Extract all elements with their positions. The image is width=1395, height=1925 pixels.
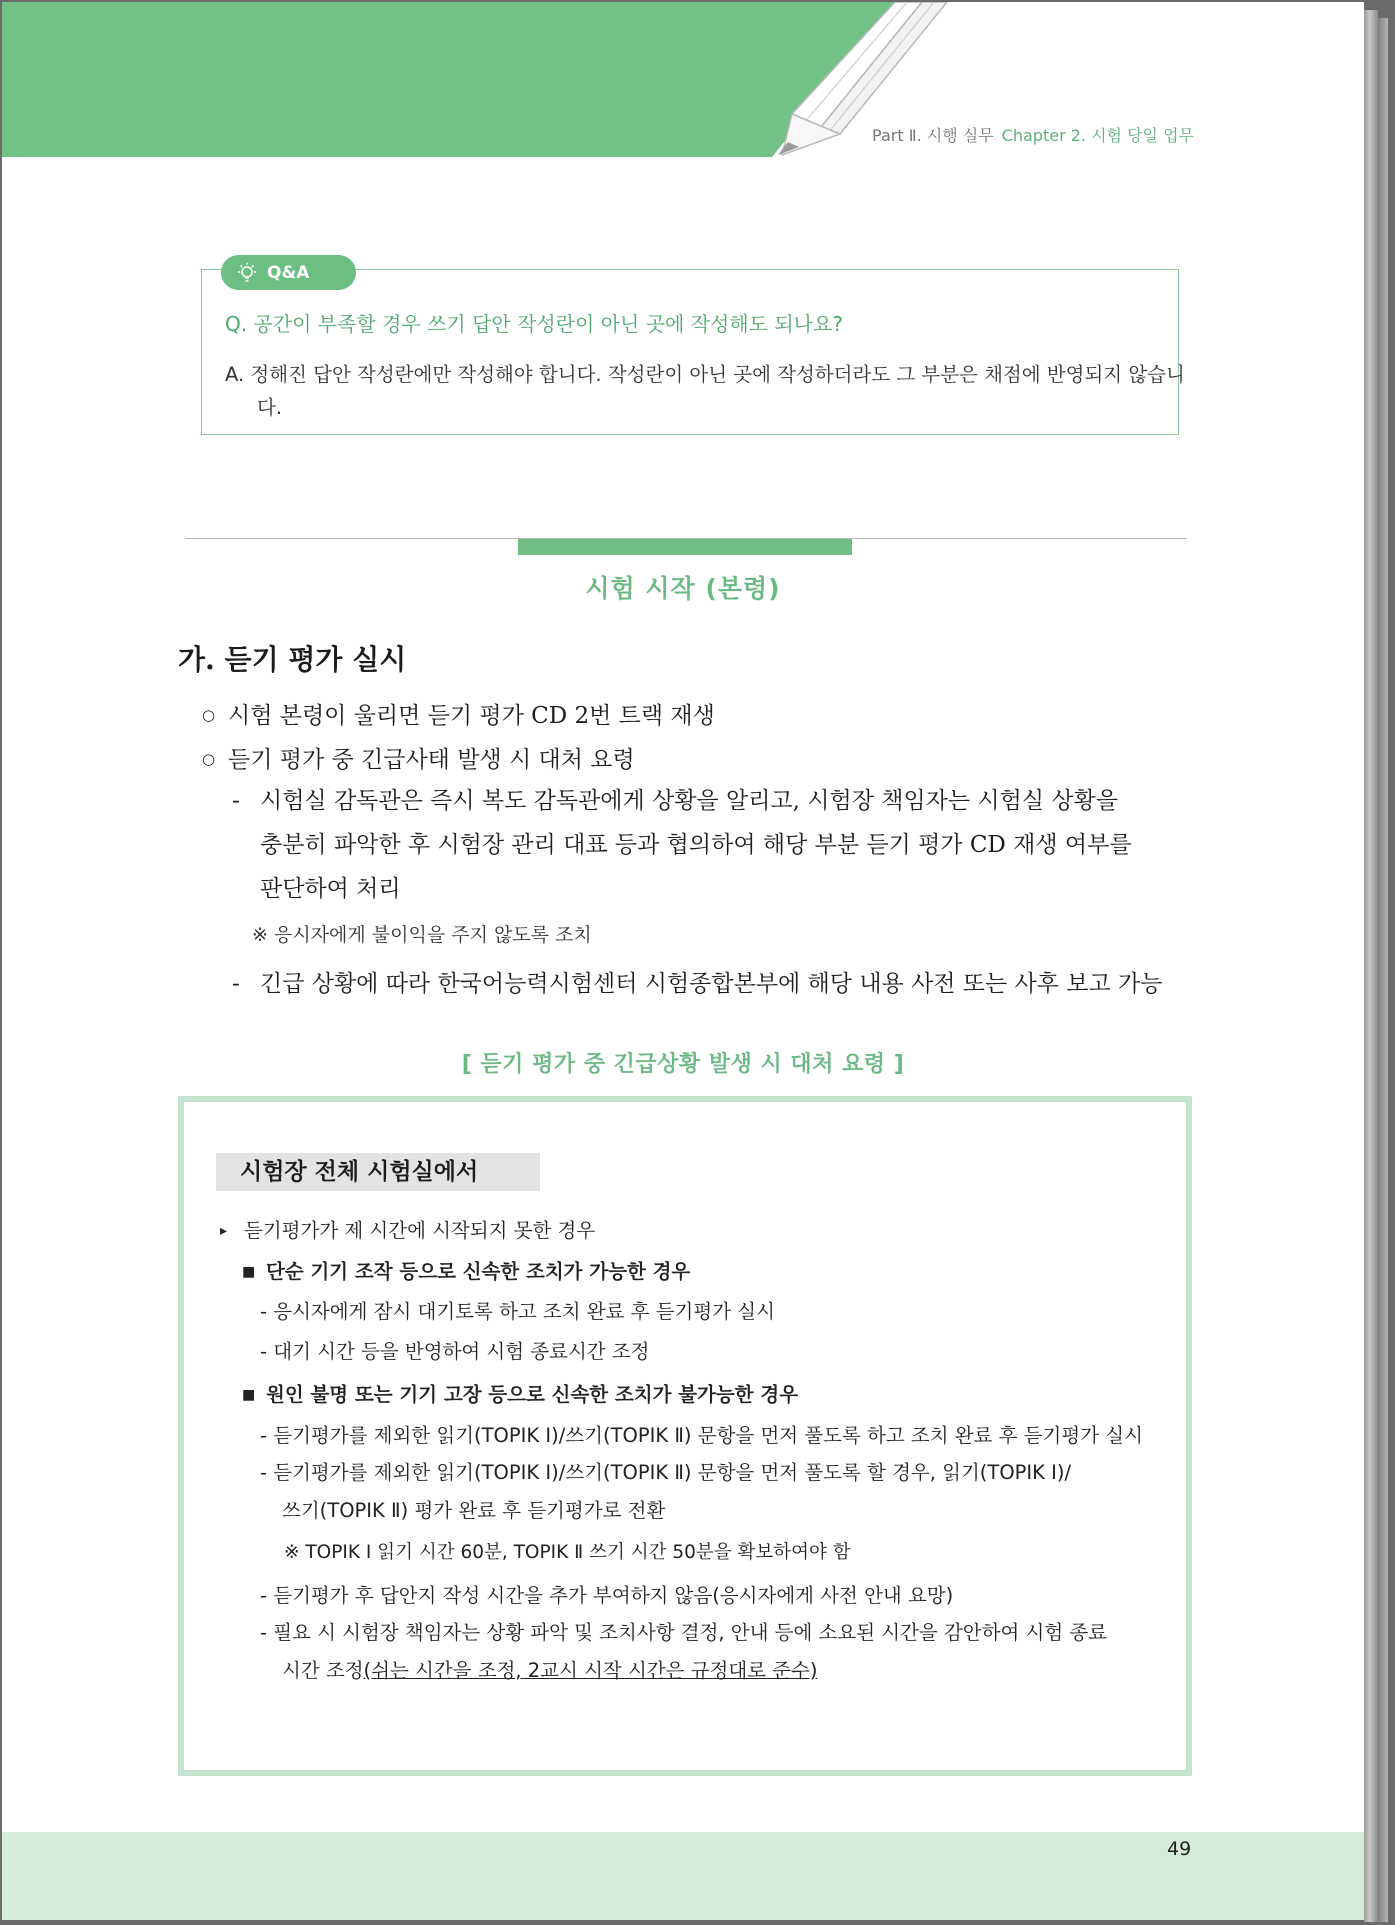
box-dash-text-line: - 필요 시 시험장 책임자는 상황 파악 및 조치사항 결정, 안내 등에 소요된 시간을 감안하여 시험 종료 bbox=[260, 1621, 1108, 1644]
note-text: ※ 응시자에게 불이익을 주지 않도록 조치 bbox=[252, 924, 592, 946]
box-subitem bbox=[242, 1256, 690, 1284]
box-item-text: 듣기평가가 제 시간에 시작되지 못한 경우 bbox=[244, 1219, 596, 1242]
footer-band bbox=[2, 1832, 1364, 1920]
qa-answer-text: A. 정해진 답안 작성란에만 작성해야 합니다. 작성란이 아닌 곳에 작성하더라도 그 부분은 채점에 반영되지 않습니다. bbox=[225, 363, 1185, 419]
running-head-part: Part Ⅱ. 시행 실무 bbox=[872, 126, 994, 145]
box-dash-item bbox=[260, 1336, 650, 1364]
circle-bullet-icon: ○ bbox=[202, 706, 216, 724]
box-note-text: ※ TOPIK Ⅰ 읽기 시간 60분, TOPIK Ⅱ 쓰기 시간 50분을 확보하여야 함 bbox=[284, 1542, 851, 1563]
box-dash-text: - 듣기평가를 제외한 읽기(TOPIK Ⅰ)/쓰기(TOPIK Ⅱ) 문항을 먼저 풀도록 하고 조치 완료 후 듣기평가 실시 bbox=[260, 1424, 1143, 1447]
procedure-box-header: 시험장 전체 시험실에서 bbox=[216, 1153, 540, 1191]
section-title: 시험 시작 (본령) bbox=[585, 574, 781, 603]
dash-text-line: 충분히 파악한 후 시험장 관리 대표 등과 협의하여 해당 부분 듣기 평가 CD 재생 여부를 bbox=[260, 832, 1132, 858]
triangle-bullet-icon: ▸ bbox=[220, 1223, 228, 1239]
page-stack-edge-back bbox=[1378, 18, 1388, 1922]
subsection-heading: 가. 듣기 평가 실시 bbox=[178, 643, 407, 676]
document-page bbox=[2, 2, 1364, 1920]
page-number: 49 bbox=[1167, 1838, 1192, 1860]
box-dash-text: - 대기 시간 등을 반영하여 시험 종료시간 조정 bbox=[260, 1340, 650, 1363]
box-note bbox=[284, 1538, 851, 1564]
qa-badge-label: Q&A bbox=[267, 262, 310, 283]
bullet-item bbox=[202, 697, 715, 730]
dash-item bbox=[232, 779, 1197, 911]
bullet-text: 시험 본령이 울리면 듣기 평가 CD 2번 트랙 재생 bbox=[228, 703, 715, 729]
dash-text-line: 긴급 상황에 따라 한국어능력시험센터 시험종합본부에 해당 내용 사전 또는 사후 보고 가능 bbox=[260, 971, 1163, 997]
bullet-text: 듣기 평가 중 긴급사태 발생 시 대처 요령 bbox=[228, 747, 635, 773]
bullet-item bbox=[202, 741, 635, 774]
qa-badge bbox=[221, 255, 356, 290]
box-dash-text-plain: 시간 조정 bbox=[282, 1659, 364, 1682]
box-dash-text-line: 쓰기(TOPIK Ⅱ) 평가 완료 후 듣기평가로 전환 bbox=[282, 1499, 666, 1522]
box-dash-text: - 듣기평가 후 답안지 작성 시간을 추가 부여하지 않음(응시자에게 사전 안내 요망) bbox=[260, 1584, 954, 1607]
box-dash-item bbox=[260, 1296, 775, 1324]
qa-question: Q. 공간이 부족할 경우 쓰기 답안 작성란이 아닌 곳에 작성해도 되나요? bbox=[225, 312, 843, 336]
dash-text-line: 판단하여 처리 bbox=[260, 876, 401, 902]
section-bar bbox=[518, 539, 852, 555]
running-head-chapter: Chapter 2. 시험 당일 업무 bbox=[1001, 126, 1194, 145]
box-dash-item bbox=[260, 1614, 1190, 1690]
box-dash-text-underlined: (쉬는 시간을 조정, 2교시 시작 시간은 규정대로 준수) bbox=[363, 1659, 818, 1682]
page-stack-edge bbox=[1364, 10, 1378, 1922]
box-subitem-text: 단순 기기 조작 등으로 신속한 조치가 가능한 경우 bbox=[266, 1260, 691, 1283]
dash-text-line: 시험실 감독관은 즉시 복도 감독관에게 상황을 알리고, 시험장 책임자는 시험실 상황을 bbox=[260, 788, 1119, 814]
box-dash-item bbox=[260, 1454, 1190, 1530]
box-item bbox=[220, 1215, 595, 1243]
square-bullet-icon: ■ bbox=[242, 1387, 256, 1403]
box-subitem bbox=[242, 1379, 798, 1407]
square-bullet-icon: ■ bbox=[242, 1264, 256, 1280]
box-caption: [ 듣기 평가 중 긴급상황 발생 시 대처 요령 ] bbox=[461, 1052, 905, 1077]
dash-marker: - bbox=[232, 971, 240, 997]
box-dash-item bbox=[260, 1420, 1143, 1448]
box-dash-text-line: - 듣기평가를 제외한 읽기(TOPIK Ⅰ)/쓰기(TOPIK Ⅱ) 문항을 먼저 풀도록 할 경우, 읽기(TOPIK Ⅰ)/ bbox=[260, 1461, 1072, 1484]
box-dash-text-line bbox=[260, 1652, 1190, 1690]
dash-marker: - bbox=[232, 788, 240, 814]
box-dash-text: - 응시자에게 잠시 대기토록 하고 조치 완료 후 듣기평가 실시 bbox=[260, 1300, 775, 1323]
qa-answer bbox=[225, 358, 1197, 424]
box-dash-item bbox=[260, 1580, 953, 1608]
running-head bbox=[872, 123, 1194, 146]
box-subitem-text: 원인 불명 또는 기기 고장 등으로 신속한 조치가 불가능한 경우 bbox=[266, 1383, 799, 1406]
circle-bullet-icon: ○ bbox=[202, 750, 216, 768]
lightbulb-icon bbox=[235, 261, 259, 285]
dash-item bbox=[232, 962, 1197, 1006]
